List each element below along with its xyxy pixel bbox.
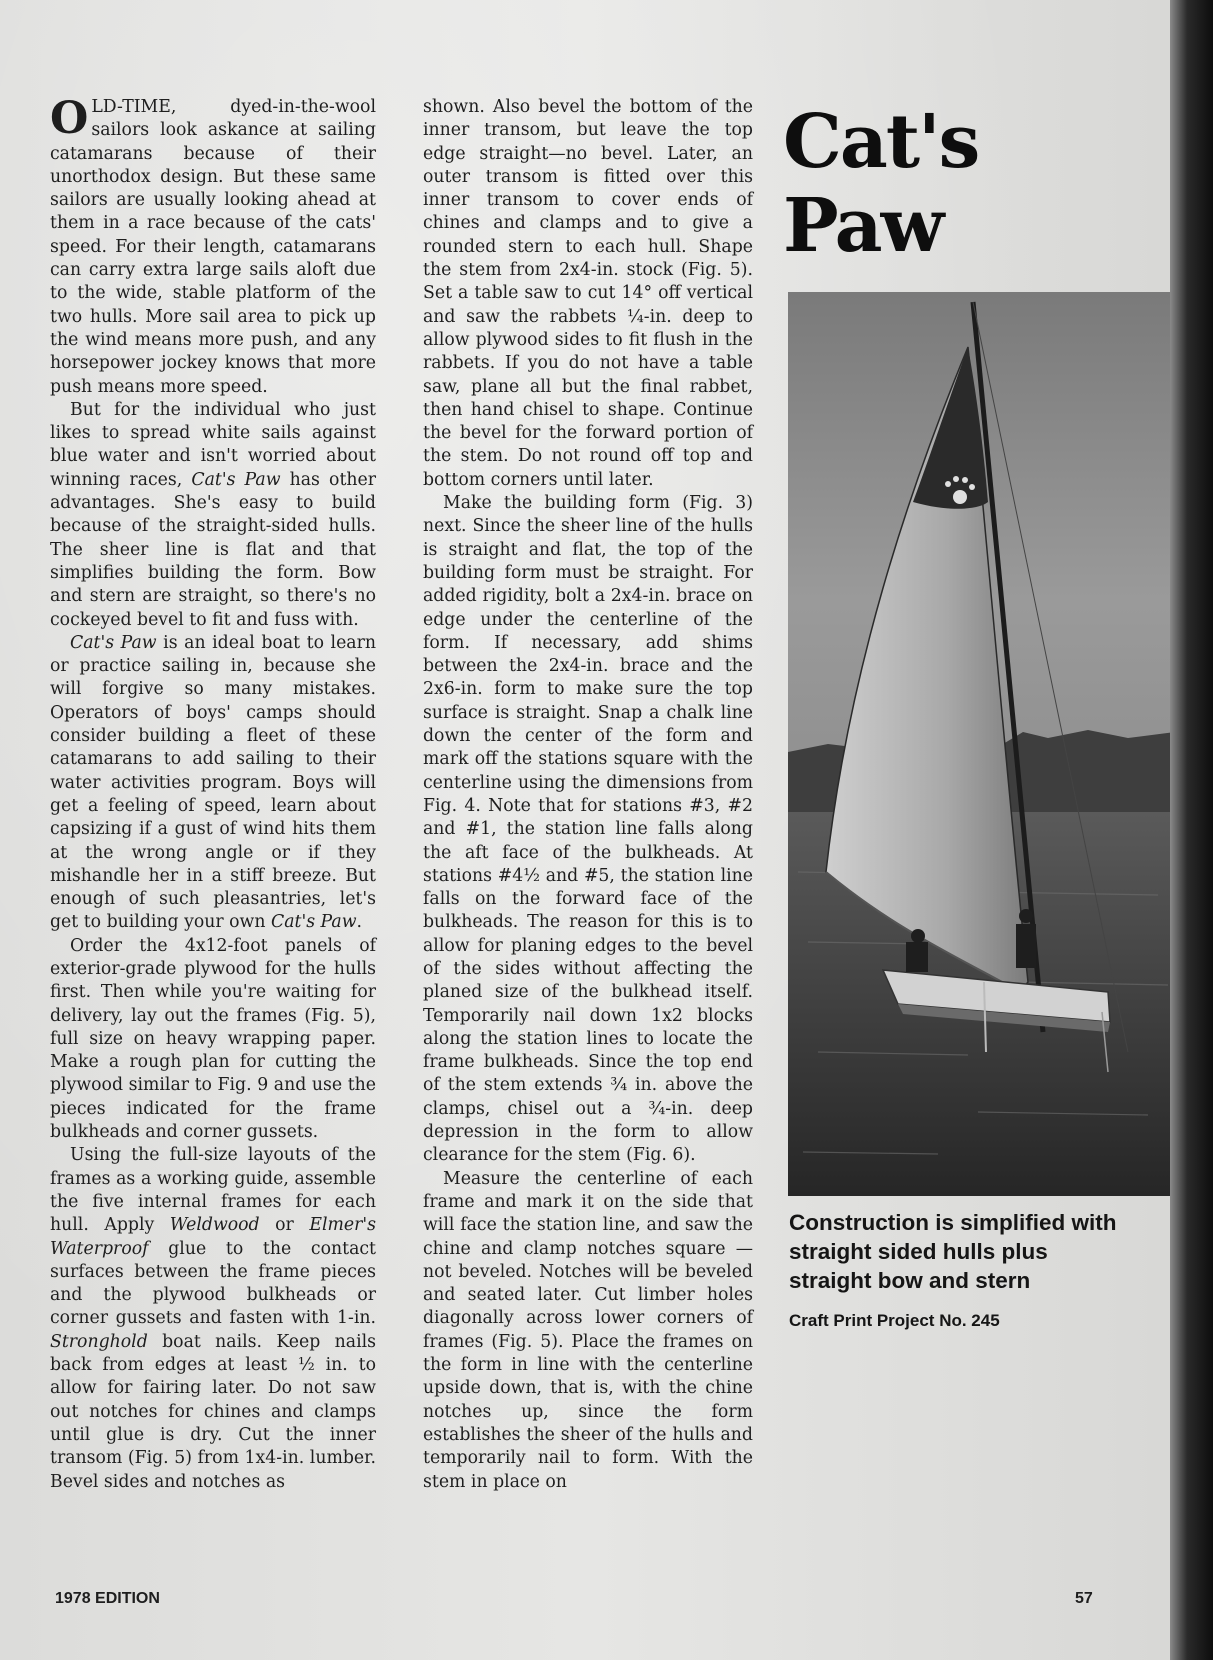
article-paragraph: Order the 4x12-foot panels of exterior-grade plywood for the hulls first. Then while you're waiting for delivery, lay out the frames (Fig. 5), full size on heavy wrapping paper. Make a rough plan for cutting the plywood similar to Fig. 9 and use the pieces indicated for the frame bulkheads and corner gussets. xyxy=(50,935,376,1143)
paragraph-text: Using the full-size layouts of the frames as a working guide, assemble the five internal frames for each hull. Apply xyxy=(50,1145,376,1236)
boat-name: Cat's Paw xyxy=(191,469,281,490)
product-name: Stronghold xyxy=(50,1331,148,1352)
article-title xyxy=(783,100,1023,268)
article-paragraph: Measure the centerline of each frame and mark it on the side that will face the station line, and saw the chine and clamp notches square —not beveled. Notches will be beveled and seated later. Cut limber holes diagonally across lower corners of frames (Fig. 5). Place the frames on the form in line with the centerline upside down, that is, with the chine notches up, since the form establishes the sheer of the hulls and temporarily nail to form. With the stem in place on xyxy=(423,1168,753,1492)
paragraph-text: glue to the contact surfaces between the frame pieces and the plywood bulkheads or corner gussets and fasten with 1-in. xyxy=(50,1238,376,1329)
article-paragraph xyxy=(50,632,376,935)
paragraph-text: has other advantages. She's easy to build because of the straight-sided hulls. The sheer line is flat and that simplifies building the form. Bow and stern are straight, so there's no cockeyed bevel to fit and fuss with. xyxy=(50,469,377,630)
paragraph-text: boat nails. Keep nails back from edges at least ½ in. to allow for fairing later. Do not saw out notches for chines and clamps until glue is dry. Cut the inner transom (Fig. 5) from 1x4-in. lumber. Bevel sides and notches as xyxy=(50,1331,376,1492)
article-paragraph xyxy=(50,399,376,632)
paragraph-text: . xyxy=(356,912,362,933)
catamaran-photo xyxy=(788,292,1175,1196)
title-line-1: Cat's xyxy=(783,99,979,185)
article-paragraph: Make the building form (Fig. 3) next. Since the sheer line of the hulls is straight and flat, the top of the building form must be straight. For added rigidity, bolt a 2x4-in. brace on edge under the centerline of the form. If necessary, add shims between the 2x4-in. brace and the 2x6-in. form to make sure the top surface is straight. Snap a chalk line down the center of the form and mark off the stations square with the centerline using the dimensions from Fig. 4. Note that for stations #3, #2 and #1, the station line falls along the aft face of the bulkheads. At stations #4½ and #5, the station line falls on the forward face of the bulkheads. The reason for this is to allow for planing edges to the bevel of the sides without affecting the planed size of the bulkhead itself. Temporarily nail down 1x2 blocks along the station lines to locate the frame bulkheads. Since the top end of the stem extends ¾ in. above the clamps, chisel out a ¾-in. deep depression in the form to allow clearance for the stem (Fig. 6). xyxy=(423,493,753,1166)
project-number: Craft Print Project No. 245 xyxy=(789,1311,1000,1330)
sailboat-photo-illustration xyxy=(788,292,1175,1196)
page-number: 57 xyxy=(1075,1590,1093,1607)
edition-footer: 1978 EDITION xyxy=(55,1590,160,1607)
title-line-2: Paw xyxy=(783,183,943,269)
product-name: Elmer's Waterproof xyxy=(50,1215,376,1259)
boat-name: Cat's Paw xyxy=(270,912,357,933)
article-column-1 xyxy=(50,93,377,1494)
paragraph-text: LD-TIME, dyed-in-the-wool sailors look askance at sailing catamarans because of their unorthodox design. But these same sailors are usually looking ahead at them in a race because of the cats' speed. For their length, catamarans can carry extra large sails aloft due to the wide, stable platform of the two hulls. More sail area to pick up the wind means more push, and any horsepower jockey knows that more push means more speed. xyxy=(50,97,376,397)
photo-caption: Construction is simplified with straight sided hulls plus straight bow and stern xyxy=(789,1210,1117,1293)
boat-name: Cat's Paw xyxy=(70,632,157,653)
article-column-2 xyxy=(423,96,753,1494)
product-name: Weldwood xyxy=(169,1215,260,1236)
drop-cap: O xyxy=(50,93,89,144)
binding-shadow xyxy=(1170,0,1213,1660)
paragraph-text: But for the individual who just likes to spread white sails against blue water and isn't worried about winning races, xyxy=(50,399,376,490)
article-paragraph xyxy=(50,93,376,399)
article-paragraph xyxy=(50,1144,376,1493)
paragraph-text: or xyxy=(259,1215,310,1236)
article-paragraph: shown. Also bevel the bottom of the inner transom, but leave the top edge straight—no bevel. Later, an outer transom is fitted over this inner transom to cover ends of chines and clamps and to give a rounded stern to each hull. Shape the stem from 2x4-in. stock (Fig. 5). Set a table saw to cut 14° off vertical and saw the rabbets ¼-in. deep to allow plywood sides to fit flush in the rabbets. If you do not have a table saw, plane all but the final rabbet, then hand chisel to shape. Continue the bevel for the forward portion of the stem. Do not round off top and bottom corners until later. xyxy=(423,97,753,490)
paragraph-text: is an ideal boat to learn or practice sailing in, because she will forgive so many mistakes. Operators of boys' camps should consider building a fleet of these catamarans to add sailing to their water activities program. Boys will get a feeling of speed, learn about capsizing if a gust of wind hits them at the wrong angle or if they mishandle her in a stiff breeze. But enough of such pleasantries, let's get to building your own xyxy=(50,632,376,933)
